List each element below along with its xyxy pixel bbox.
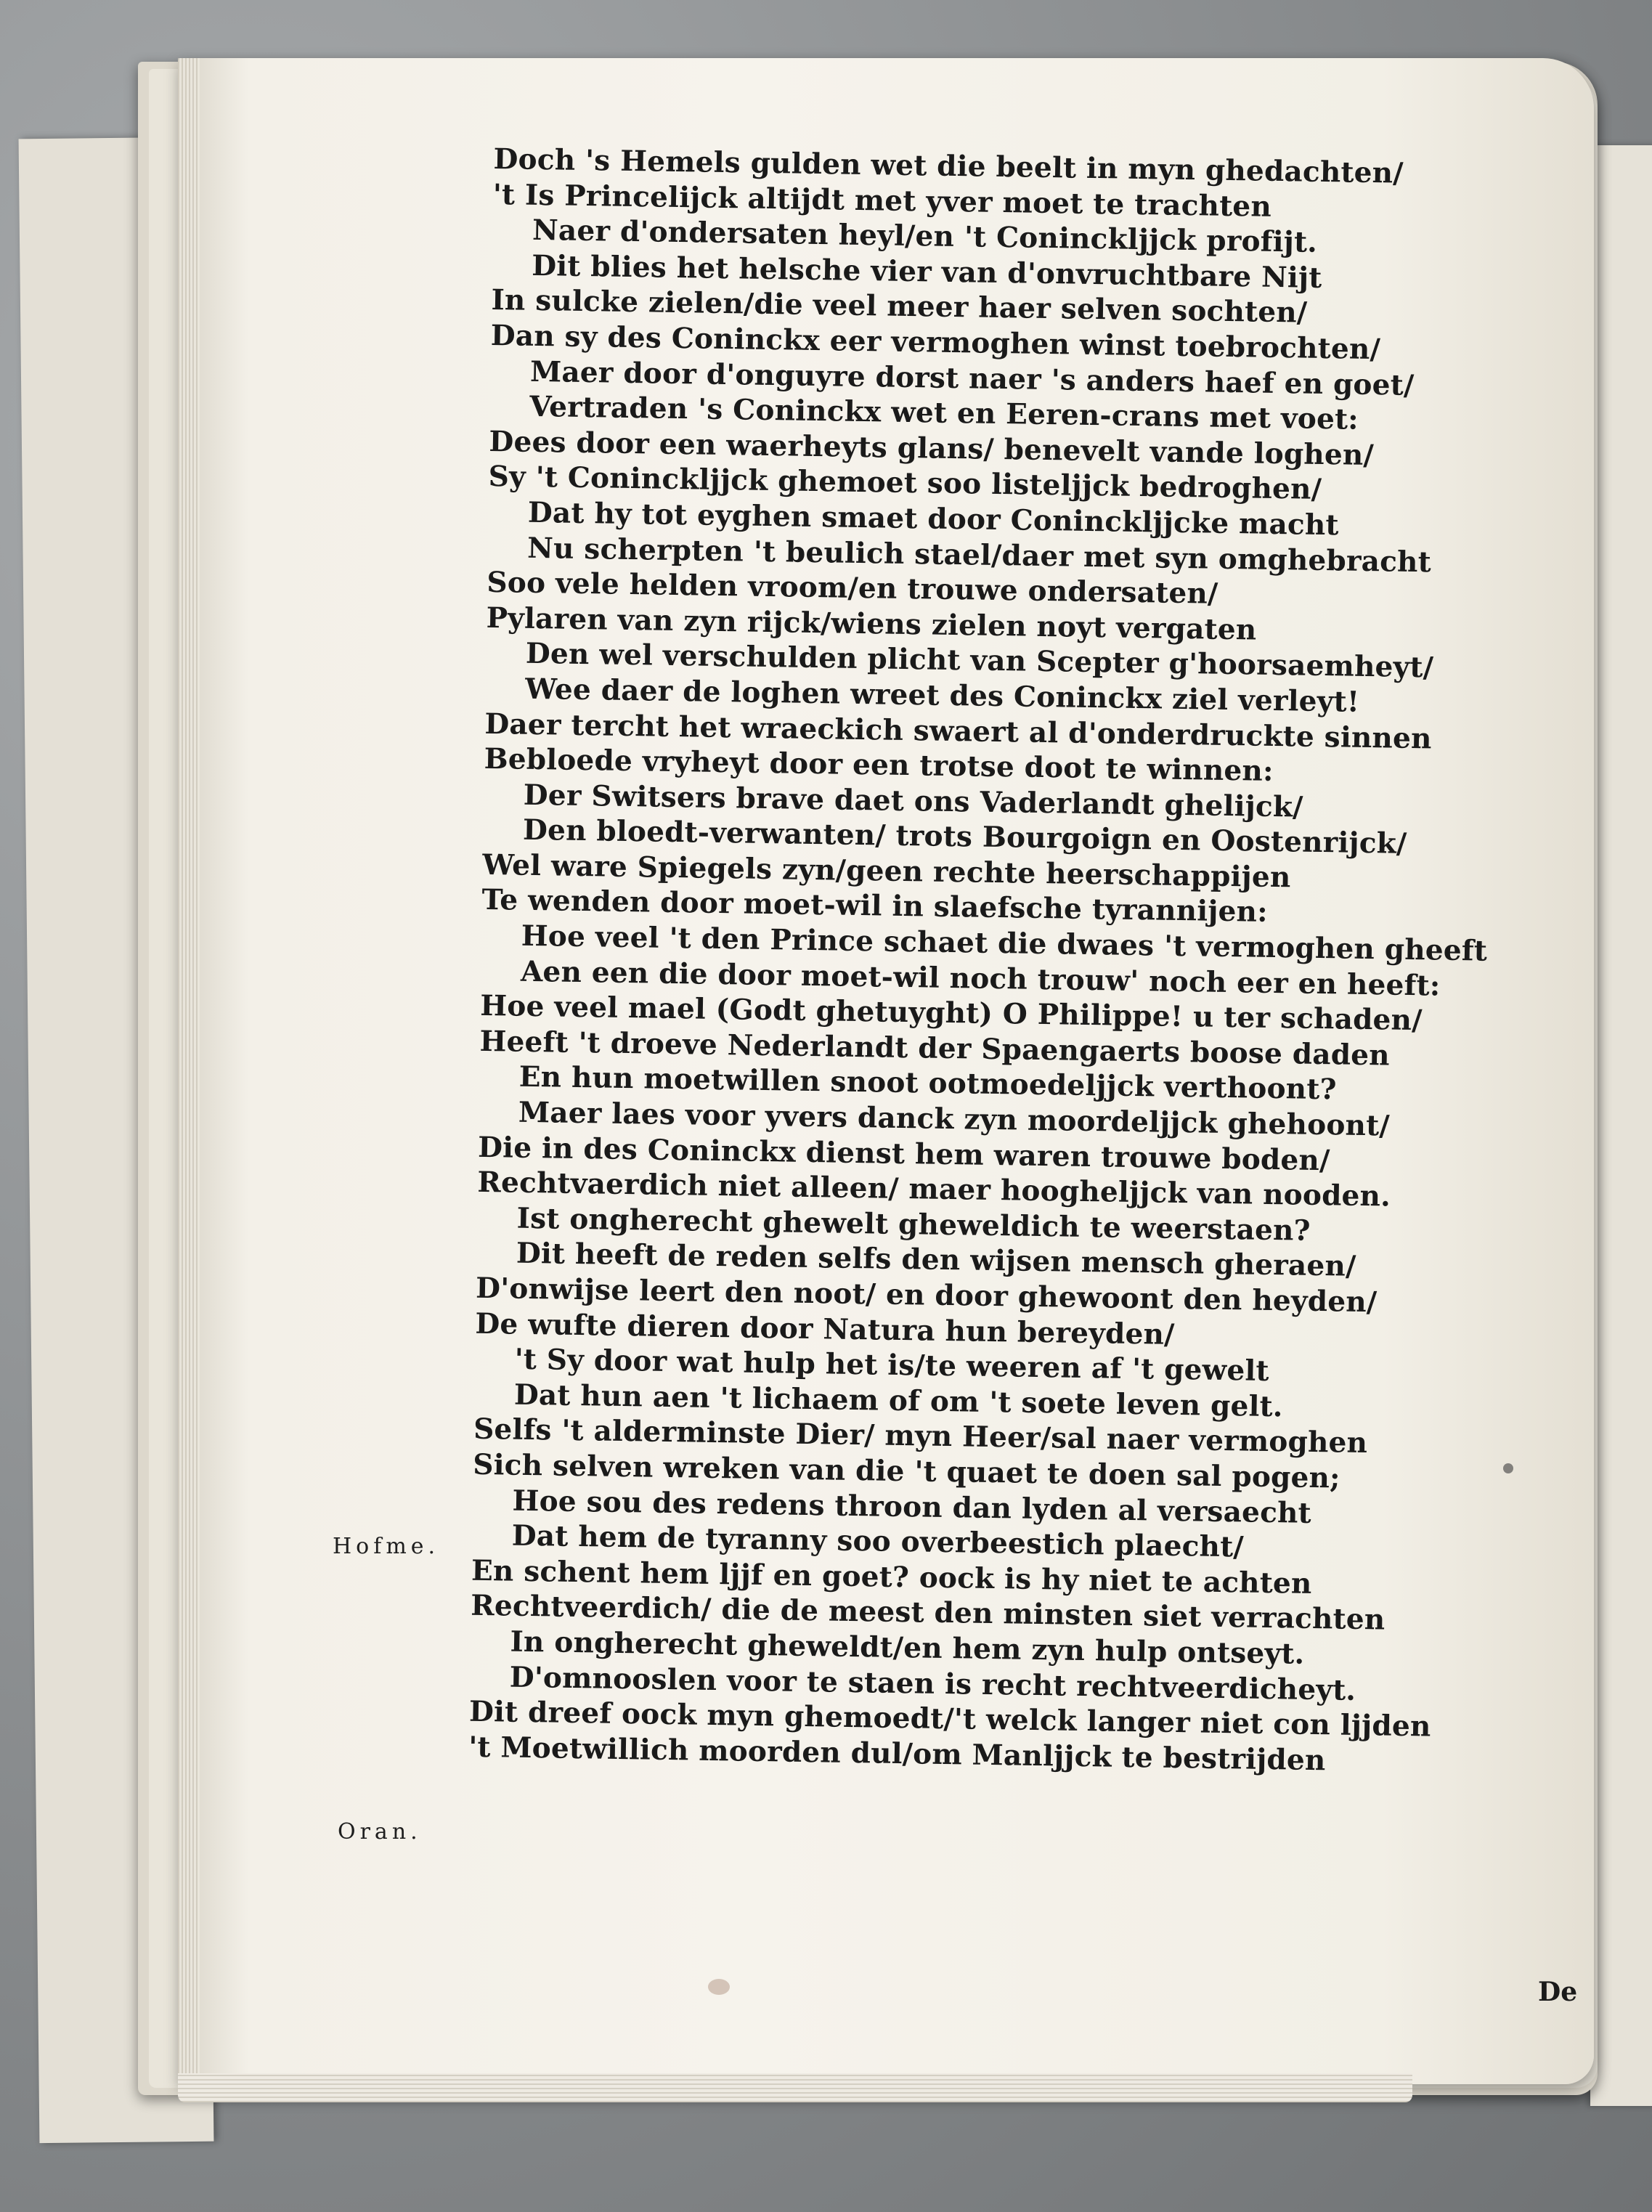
verse-line: Dat hem de tyranny soo overbeestich plaecht/ — [511, 1518, 1245, 1564]
verse-line: In sulcke zielen/die veel meer haer selven sochten/ — [491, 283, 1308, 330]
verse-line: D'onwijse leert den noot/ en door ghewoont den heyden/ — [475, 1271, 1378, 1320]
verse-line: Soo vele helden vroom/en trouwe ondersaten/ — [487, 566, 1218, 611]
verse-line: Dees door een waerheyts glans/ benevelt vande loghen/ — [489, 424, 1375, 472]
paper-stain — [708, 1979, 730, 1995]
verse-line: De wufte dieren door Natura hun bereyden/ — [475, 1306, 1175, 1351]
verse-line: 't Moetwillich moorden dul/om Manljjck te bestrijden — [468, 1730, 1326, 1777]
verse-line: Dat hy tot eyghen smaet door Coninckljjcke macht — [527, 495, 1340, 542]
verse-line: Pylaren van zyn rijck/wiens zielen noyt vergaten — [486, 601, 1257, 647]
verse-line: Te wenden door moet-wil in slaefsche tyrannijen: — [481, 883, 1269, 930]
verse-line: Sich selven wreken van die 't quaet te doen sal pogen; — [473, 1447, 1341, 1495]
verse-line: Der Switsers brave daet ons Vaderlandt ghelijck/ — [523, 778, 1303, 824]
verse-text — [468, 142, 1561, 1781]
verse-line: Ist ongherecht ghewelt gheweldich te weerstaen? — [516, 1201, 1311, 1248]
verse-line: Sy 't Coninckljjck ghemoet soo listeljjck bedroghen/ — [488, 460, 1322, 507]
verse-line: In ongherecht gheweldt/en hem zyn hulp ontseyt. — [510, 1625, 1305, 1671]
verse-line: Heeft 't droeve Nederlandt der Spaengaerts boose daden — [479, 1024, 1391, 1073]
verse-line: Wel ware Spiegels zyn/geen rechte heerschappijen — [481, 847, 1291, 895]
verse-line: D'omnooslen voor te staen is recht rechtveerdicheyt. — [509, 1660, 1356, 1707]
verse-line: Naer d'ondersaten heyl/en 't Coninckljjck profijt. — [532, 214, 1318, 260]
verse-line: Doch 's Hemels gulden wet die beelt in myn ghedachten/ — [493, 142, 1404, 190]
verse-line: 't Is Princelijck altijdt met yver moet te trachten — [492, 177, 1272, 224]
verse-line: Daer tercht het wraeckich swaert al d'onderdruckte sinnen — [484, 707, 1432, 755]
verse-line: En schent hem ljjf en goet? oock is hy niet te achten — [471, 1553, 1312, 1601]
verse-line: Den wel verschulden plicht van Scepter g'hoorsaemheyt/ — [525, 637, 1434, 685]
page-fore-edge — [178, 58, 200, 2084]
verse-line: Bebloede vryheyt door een trotse doot te winnen: — [484, 741, 1274, 789]
facing-page-edge — [1590, 145, 1652, 2106]
verse-line: Rechtvaerdich niet alleen/ maer hoogheljjck van nooden. — [477, 1166, 1391, 1213]
verse-line: Dan sy des Coninckx eer vermoghen winst toebrochten/ — [490, 318, 1381, 367]
verse-line: 't Sy door wat hulp het is/te weeren af 't gewelt — [514, 1342, 1269, 1388]
verse-line: Dit blies het helsche vier van d'onvruchtbare Nijt — [531, 248, 1322, 295]
verse-line: Nu scherpten 't beulich stael/daer met syn omghebracht — [526, 531, 1432, 579]
verse-line: Selfs 't alderminste Dier/ myn Heer/sal naer vermoghen — [473, 1412, 1368, 1460]
verse-line: Die in des Coninckx dienst hem waren trouwe boden/ — [477, 1130, 1330, 1177]
verse-line: Dat hun aen 't lichaem of om 't soete leven gelt. — [513, 1378, 1283, 1424]
verse-line: Hoe sou des redens throon dan lyden al versaecht — [512, 1484, 1312, 1530]
page-bottom-edge — [178, 2073, 1412, 2102]
verse-line: Wee daer de loghen wreet des Coninckx ziel verleyt! — [524, 672, 1360, 719]
speaker-label-hofme: Hofme. — [333, 1534, 440, 1559]
verse-line: En hun moetwillen snoot ootmoedeljjck verthoont? — [518, 1060, 1337, 1107]
verse-line: Hoe veel mael (Godt ghetuyght) O Philippe! u ter schaden/ — [479, 989, 1423, 1038]
verse-line: Rechtveerdich/ die de meest den minsten siet verrachten — [470, 1589, 1386, 1637]
verse-line: Vertraden 's Coninckx wet en Eeren-crans met voet: — [529, 389, 1359, 436]
catchword: De — [1538, 1977, 1578, 2007]
verse-line: Dit heeft de reden selfs den wijsen mensch gheraen/ — [516, 1237, 1356, 1284]
verse-line: Aen een die door moet-wil noch trouw' noch eer en heeft: — [520, 954, 1441, 1003]
speaker-label-oran: Oran. — [338, 1819, 422, 1845]
verse-line: Maer laes voor yvers danck zyn moordeljjck ghehoont/ — [518, 1095, 1391, 1143]
verse-line: Maer door d'onguyre dorst naer 's anders haef en goet/ — [529, 354, 1415, 402]
verse-line: Den bloedt-verwanten/ trots Bourgoign en Oostenrijck/ — [522, 813, 1407, 861]
verse-line: Dit dreef oock myn ghemoedt/'t welck langer niet con ljjden — [468, 1694, 1431, 1744]
verse-line: Hoe veel 't den Prince schaet die dwaes 't vermoghen gheeft — [521, 919, 1488, 968]
